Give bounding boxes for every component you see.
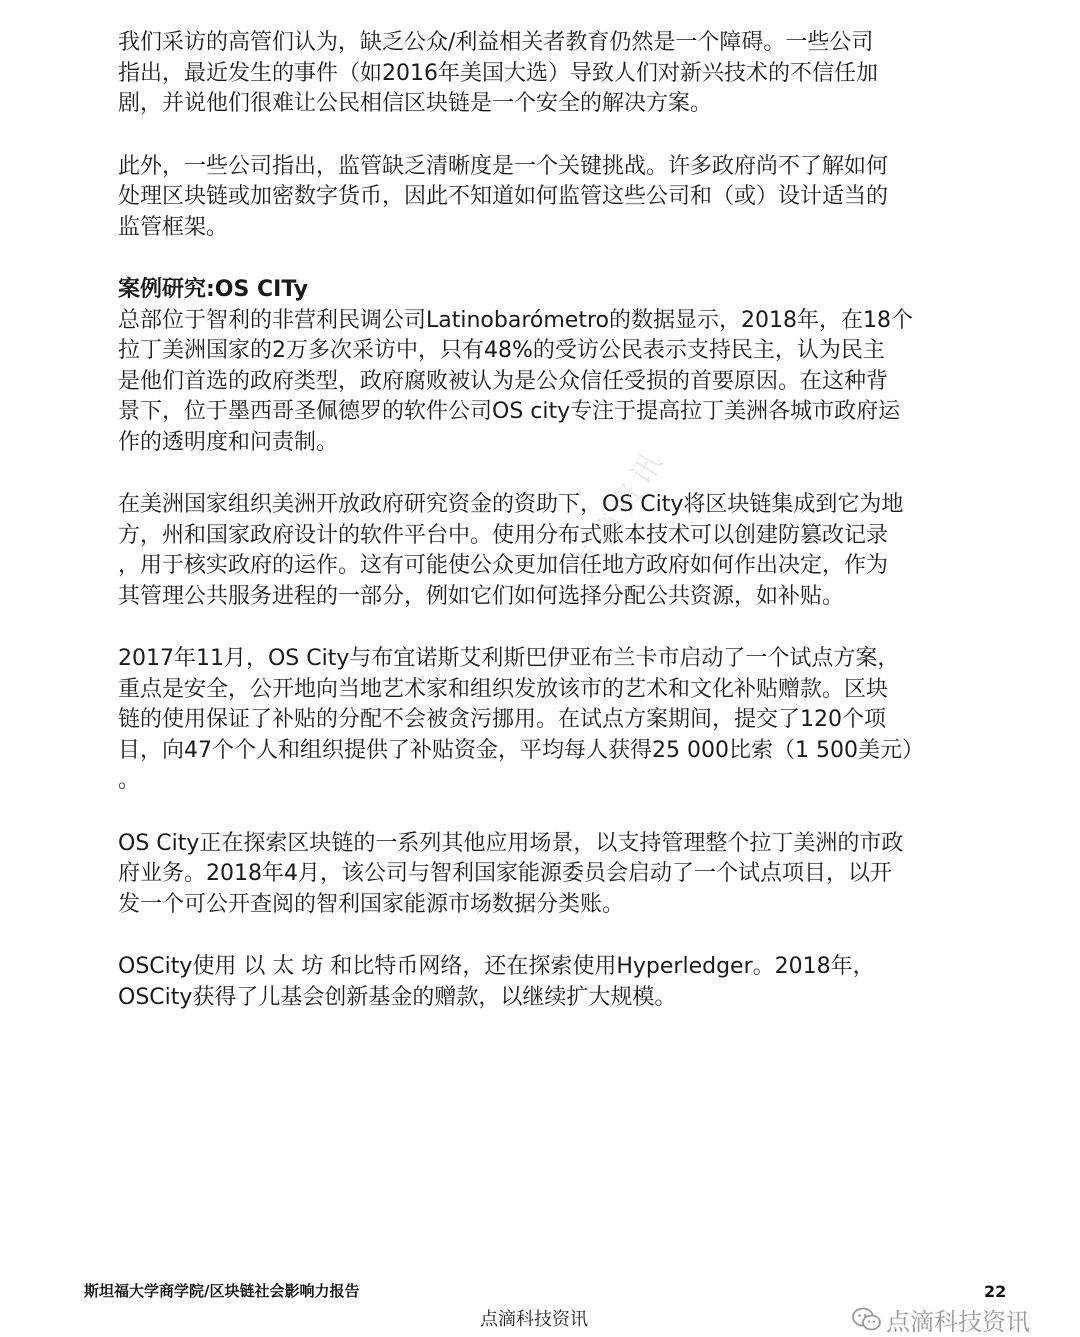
paragraph-line: 是他们首选的政府类型，政府腐败被认为是公众信任受损的首要原因。在这种背 xyxy=(118,368,889,394)
intro-section xyxy=(118,28,1008,243)
case-study-title: 案例研究:OS CITy xyxy=(118,277,309,302)
paragraph-line: 景下，位于墨西哥圣佩德罗的软件公司OS city专注于提高拉丁美洲各城市政府运 xyxy=(118,399,901,424)
paragraph-line: 重点是安全，公开地向当地艺术家和组织发放该市的艺术和文化补贴赠款。区块 xyxy=(118,676,889,702)
footer-report-title: 斯坦福大学商学院/区块链社会影响力报告 xyxy=(84,1282,360,1300)
paragraph-line: 链的使用保证了补贴的分配不会被贪污挪用。在试点方案期间，提交了120个项 xyxy=(118,707,886,732)
watermark-text: 点滴资讯 xyxy=(566,442,673,583)
paragraph-line: 我们采访的高管们认为，缺乏公众/利益相关者教育仍然是一个障碍。一些公司 xyxy=(118,30,874,55)
paragraph-line: 监管框架。 xyxy=(118,214,229,240)
paragraph-line: 在美洲国家组织美洲开放政府研究资金的资助下，OS City将区块链集成到它为地 xyxy=(118,492,904,517)
paragraph-line: 其管理公共服务进程的一部分，例如它们如何选择分配公共资源，如补贴。 xyxy=(118,583,845,609)
wechat-icon xyxy=(852,1307,882,1333)
paragraph-line: OS City正在探索区块链的一系列其他应用场景，以支持管理整个拉丁美洲的市政 xyxy=(118,830,904,856)
paragraph xyxy=(118,306,1008,459)
paragraph-line: 剧，并说他们很难让公民相信区块链是一个安全的解决方案。 xyxy=(118,91,713,116)
paragraph xyxy=(118,829,1008,921)
paragraph-line: OSCity获得了儿基会创新基金的赠款，以继续扩大规模。 xyxy=(118,984,677,1010)
paragraph-line: 拉丁美洲国家的2万多次采访中，只有48%的受访公民表示支持民主，认为民主 xyxy=(118,338,885,363)
page-number: 22 xyxy=(984,1282,1007,1301)
paragraph-line: OSCity使用 以 太 坊 和比特币网络，还在探索使用Hyperledger。2018年， xyxy=(118,954,875,979)
paragraph-line: 此外，一些公司指出，监管缺乏清晰度是一个关键挑战。许多政府尚不了解如何 xyxy=(118,153,889,179)
paragraph-line: ，用于核实政府的运作。这有可能使公众更加信任地方政府如何作出决定，作为 xyxy=(118,553,889,578)
paragraph xyxy=(118,644,1008,797)
wechat-label: 点滴科技资讯 xyxy=(886,1308,1030,1336)
paragraph-line: 处理区块链或加密数字货币，因此不知道如何监管这些公司和（或）设计适当的 xyxy=(118,184,889,209)
case-study-section xyxy=(118,306,1008,1014)
wechat-watermark xyxy=(852,1302,1030,1337)
paragraph xyxy=(118,952,1008,1013)
paragraph-line: 指出，最近发生的事件（如2016年美国大选）导致人们对新兴技术的不信任加 xyxy=(118,60,878,86)
paragraph xyxy=(118,28,1008,120)
paragraph xyxy=(118,490,1008,612)
paragraph-line: 总部位于智利的非营利民调公司Latinobarómetro的数据显示，2018年，在18个 xyxy=(118,307,913,333)
paragraph-line: 。 xyxy=(118,768,141,793)
paragraph-line: 方，州和国家政府设计的软件平台中。使用分布式账本技术可以创建防篡改记录 xyxy=(118,522,889,548)
paragraph-line: 府业务。2018年4月，该公司与智利国家能源委员会启动了一个试点项目，以开 xyxy=(118,861,892,886)
paragraph-line: 2017年11月，OS City与布宜诺斯艾利斯巴伊亚布兰卡市启动了一个试点方案， xyxy=(118,646,900,671)
paragraph-line: 目，向47个个人和组织提供了补贴资金，平均每人获得25 000比索（1 500美元） xyxy=(118,737,924,763)
paragraph-line: 发一个可公开查阅的智利国家能源市场数据分类账。 xyxy=(118,891,625,917)
document-body xyxy=(118,28,1008,1045)
paragraph-line: 作的透明度和问责制。 xyxy=(118,429,339,455)
footer-source-label: 点滴科技资讯 xyxy=(480,1309,588,1330)
paragraph xyxy=(118,152,1008,244)
